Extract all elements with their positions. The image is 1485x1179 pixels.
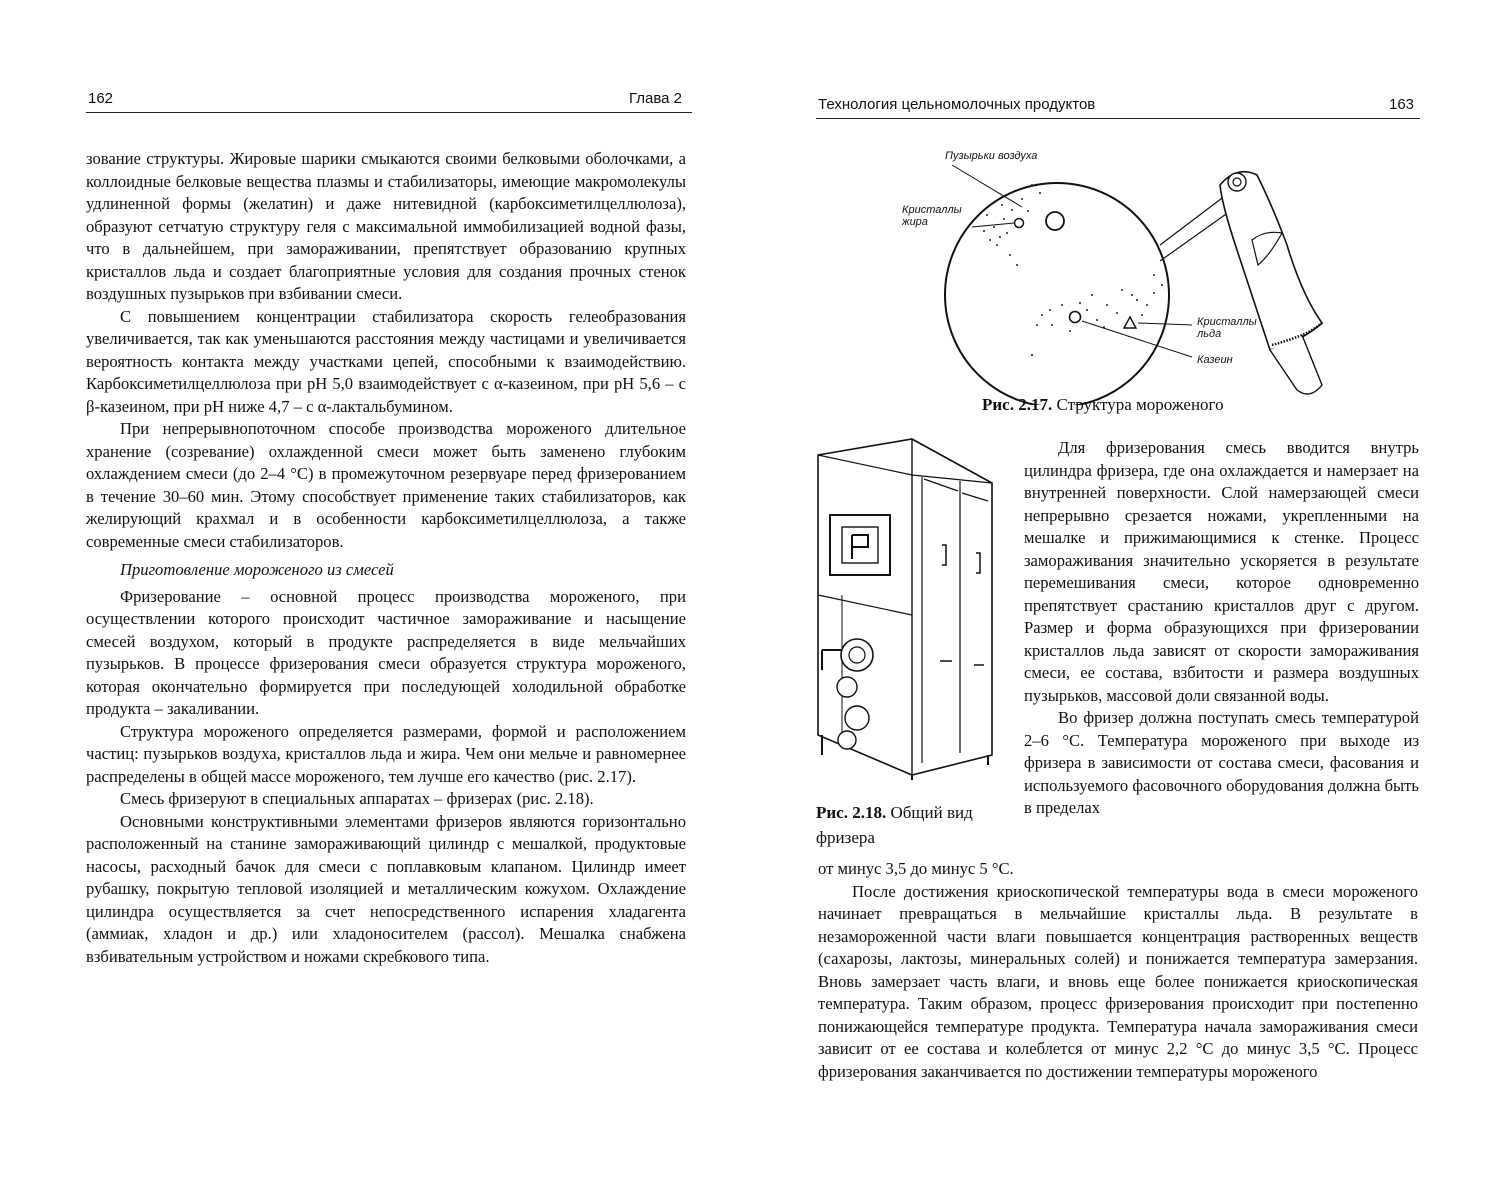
- popsicle-illustration: [1220, 172, 1322, 394]
- paragraph: После достижения криоскопической температуры вода в смеси мороженого начинает превращаться в мельчайшие кристаллы льда. В результате в незамороженной части влаги повышается концентрация растворенных веществ (сахарозы, лактозы, минеральных солей) и понижается температура замерзания. Вновь замерзает часть влаги, и вновь еще более понижается криоскопическая температура. Таким образом, процесс фризерования происходит при постепенно понижающейся температуре продукта. Температура начала замораживания смеси зависит от ее состава и колеблется от минус 2,2 °С до минус 3,5 °С. Процесс фризерования заканчивается по достижении температуры мороженого: [818, 881, 1418, 1081]
- label-air-bubbles: Пузырьки воздуха: [945, 150, 1038, 162]
- right-body-wrapped: [1024, 437, 1419, 820]
- running-head-right: Технология цельномолочных продуктов: [818, 96, 1096, 113]
- label-ice-crystals: Кристаллы льда: [1197, 316, 1257, 340]
- page-number-right: 163: [1389, 96, 1415, 113]
- paragraph: зование структуры. Жировые шарики смыкаются своими белковыми оболочками, а коллоидные белковые вещества плазмы и стабилизаторы, имеющие макромолекулы удлиненной формы (желатин) и даже нитевидной (карбоксиметилцеллюлоза), образуют сетчатую структуру геля с максимальной иммобилизацией водной фазы, что в дальнейшем, при замораживании, препятствует образованию крупных кристаллов льда и создает благоприятные условия для создания прочных стенок воздушных пузырьков при взбивании смеси.: [86, 149, 686, 303]
- header-rule-left: [86, 112, 692, 113]
- left-page: [0, 0, 742, 1179]
- page-number-left: 162: [88, 90, 114, 107]
- paragraph: от минус 3,5 до минус 5 °С.: [818, 859, 1014, 878]
- label-fat-crystals: Кристаллы жира: [902, 204, 962, 228]
- paragraph: Во фризер должна поступать смесь температурой 2–6 °С. Температура мороженого при выходе из фризера в зависимости от состава смеси, фасования и используемого фасовочного оборудования должна быть в пределах: [1024, 708, 1419, 817]
- subheading: Приготовление мороженого из смесей: [120, 560, 394, 579]
- paragraph: При непрерывнопоточном способе производства мороженого длительное хранение (созревание) охлажденной смеси может быть заменено глубоким охлаждением смеси (до 2–4 °С) в промежуточном резервуаре перед фризерованием в течение 30–60 мин. Этому способствует применение таких стабилизаторов, как желирующий крахмал и в особенности карбоксиметилцеллюлоза, а также современные смеси стабилизаторов.: [86, 419, 686, 551]
- paragraph: Структура мороженого определяется размерами, формой и расположением частиц: пузырьков воздуха, кристаллов льда и жира. Чем они мельче и равномернее распределены в общей массе мороженого, тем лучше его качество (рис. 2.17).: [86, 721, 686, 786]
- paragraph: Для фризерования смесь вводится внутрь цилиндра фризера, где она охлаждается и намерзает на внутренней поверхности. Слой намерзающей смеси непрерывно срезается ножами, укрепленными на мешалке и прижимающимися к стенке. Процесс замораживания значительно ускоряется в результате перемешивания смеси, которое одновременно препятствует срастанию кристаллов друг с другом. Размер и форма образующихся при фризеровании кристаллов льда зависят от скорости замораживания смеси, ее состава, взбитости и размера воздушных пузырьков, массовой доли связанной воды.: [1024, 438, 1419, 705]
- left-body: [86, 148, 686, 968]
- running-head-left: Глава 2: [629, 90, 683, 107]
- paragraph: Смесь фризеруют в специальных аппаратах – фризерах (рис. 2.18).: [120, 789, 594, 808]
- right-page: [742, 0, 1485, 1179]
- header-rule-right: [816, 118, 1420, 119]
- paragraph: Фризерование – основной процесс производства мороженого, при осуществлении которого происходит частичное замораживание и насыщение смесей воздухом, который в продукте распределяется в виде мельчайших пузырьков. В процессе фризерования смеси образуется структура мороженого, которая окончательно формируется при последующей холодильной обработке продукта – закаливании.: [86, 586, 686, 718]
- paragraph: Основными конструктивными элементами фризеров являются горизонтально расположенный на станине замораживающий цилиндр с мешалкой, продуктовые насосы, расходный бачок для смеси с поплавковым клапаном. Цилиндр имеет рубашку, покрытую тепловой изоляцией и металлическим кожухом. Охлаждение цилиндра осуществляется за счет непосредственного испарения хладагента (аммиак, хладон и др.) или хладоносителем (рассол). Мешалка снабжена взбивательным устройством и ножами скребкового типа.: [86, 811, 686, 966]
- ice-cream-structure-figure: [892, 145, 1352, 405]
- paragraph: С повышением концентрации стабилизатора скорость гелеобразования увеличивается, так как уменьшаются расстояния между частицами и увеличивается вероятность контакта между участками цепей, способными к взаимодействию. Карбоксиметилцеллюлоза при pH 5,0 взаимодействует с α-казеином, при pH 5,6 – с β-казеином, при pH ниже 4,7 – с α-лактальбумином.: [86, 306, 686, 416]
- freezer-machine-figure: [812, 435, 1012, 785]
- label-casein: Казеин: [1197, 354, 1233, 366]
- figure-caption-2-18: Рис. 2.18. Общий вид фризера: [816, 803, 973, 847]
- right-body-full: [818, 858, 1418, 1083]
- figure-caption-2-17: Рис. 2.17. Структура мороженого: [982, 395, 1224, 414]
